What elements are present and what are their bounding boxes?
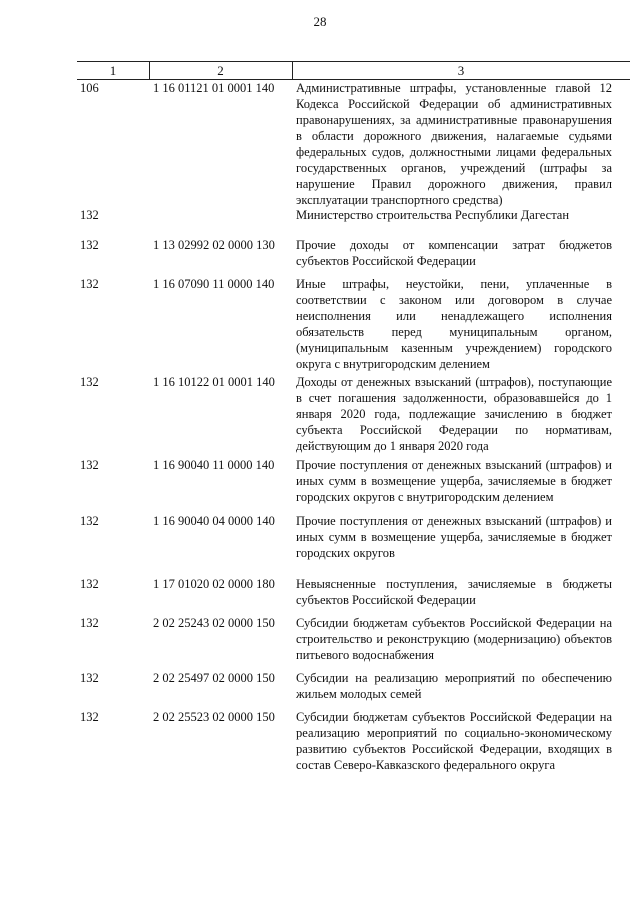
row-admin-code: 132 xyxy=(80,458,99,472)
row-income-name: Министерство строительства Республики Дагестан xyxy=(296,208,570,222)
row-income-name: Субсидии бюджетам субъектов Российской Федерации на реализацию мероприятий по социально-экономическому развитию субъектов Российской Федерации, входящих в состав Северо-Кавказского федерального округа xyxy=(296,710,612,772)
row-income-code: 1 13 02992 02 0000 130 xyxy=(153,238,275,252)
row-admin-code: 132 xyxy=(80,671,99,685)
row-admin-code: 106 xyxy=(80,81,99,95)
row-admin-code: 132 xyxy=(80,375,99,389)
row-income-name: Прочие поступления от денежных взысканий (штрафов) и иных сумм в возмещение ущерба, зачисляемые в бюджет городских округов с внутригородским делением xyxy=(296,458,612,504)
row-income-name: Административные штрафы, установленные главой 12 Кодекса Российской Федерации об административных правонарушениях, за административные правонарушения в области дорожного движения, налагаемые судьями федеральных судов, должностными лицами федеральных государственных органов, учреждений (штрафы за нарушение Правил дорожного движения, правил эксплуатации транспортного средства) xyxy=(296,81,612,207)
row-income-code: 1 17 01020 02 0000 180 xyxy=(153,577,275,591)
row-admin-code: 132 xyxy=(80,238,99,252)
row-income-name: Иные штрафы, неустойки, пени, уплаченные в соответствии с законом или договором в случае неисполнения или ненадлежащего исполнения обязательств перед муниципальным органом, (муниципальным казенным учреждением) городского округа с внутригородским делением xyxy=(296,277,612,371)
header-col-2: 2 xyxy=(217,63,224,78)
row-admin-code: 132 xyxy=(80,208,99,222)
row-income-code: 1 16 10122 01 0001 140 xyxy=(153,375,275,389)
row-income-code: 2 02 25497 02 0000 150 xyxy=(153,671,275,685)
row-income-name: Невыясненные поступления, зачисляемые в бюджеты субъектов Российской Федерации xyxy=(296,577,612,607)
row-income-code: 2 02 25523 02 0000 150 xyxy=(153,710,275,724)
row-income-code: 1 16 07090 11 0000 140 xyxy=(153,277,275,291)
row-income-code: 2 02 25243 02 0000 150 xyxy=(153,616,275,630)
page-number: 28 xyxy=(313,14,327,29)
row-income-code: 1 16 01121 01 0001 140 xyxy=(153,81,275,95)
row-admin-code: 132 xyxy=(80,514,99,528)
row-income-name: Субсидии на реализацию мероприятий по обеспечению жильем молодых семей xyxy=(296,671,612,701)
row-income-name: Прочие доходы от компенсации затрат бюджетов субъектов Российской Федерации xyxy=(296,238,612,268)
row-income-name: Прочие поступления от денежных взысканий (штрафов) и иных сумм в возмещение ущерба, зачисляемые в бюджет городских округов xyxy=(296,514,612,560)
row-admin-code: 132 xyxy=(80,577,99,591)
header-col-3: 3 xyxy=(457,63,465,78)
row-income-name: Субсидии бюджетам субъектов Российской Федерации на строительство и реконструкцию (модернизацию) объектов питьевого водоснабжения xyxy=(296,616,612,662)
header-col-1: 1 xyxy=(109,63,117,78)
row-admin-code: 132 xyxy=(80,710,99,724)
row-income-code: 1 16 90040 04 0000 140 xyxy=(153,514,275,528)
row-admin-code: 132 xyxy=(80,616,99,630)
row-income-code: 1 16 90040 11 0000 140 xyxy=(153,458,275,472)
table-header xyxy=(77,61,630,80)
row-income-name: Доходы от денежных взысканий (штрафов), поступающие в счет погашения задолженности, образовавшейся до 1 января 2020 года, подлежащие зачислению в бюджет субъекта Российской Федерации по нормативам, действующим до 1 января 2020 года xyxy=(296,375,612,453)
row-admin-code: 132 xyxy=(80,277,99,291)
